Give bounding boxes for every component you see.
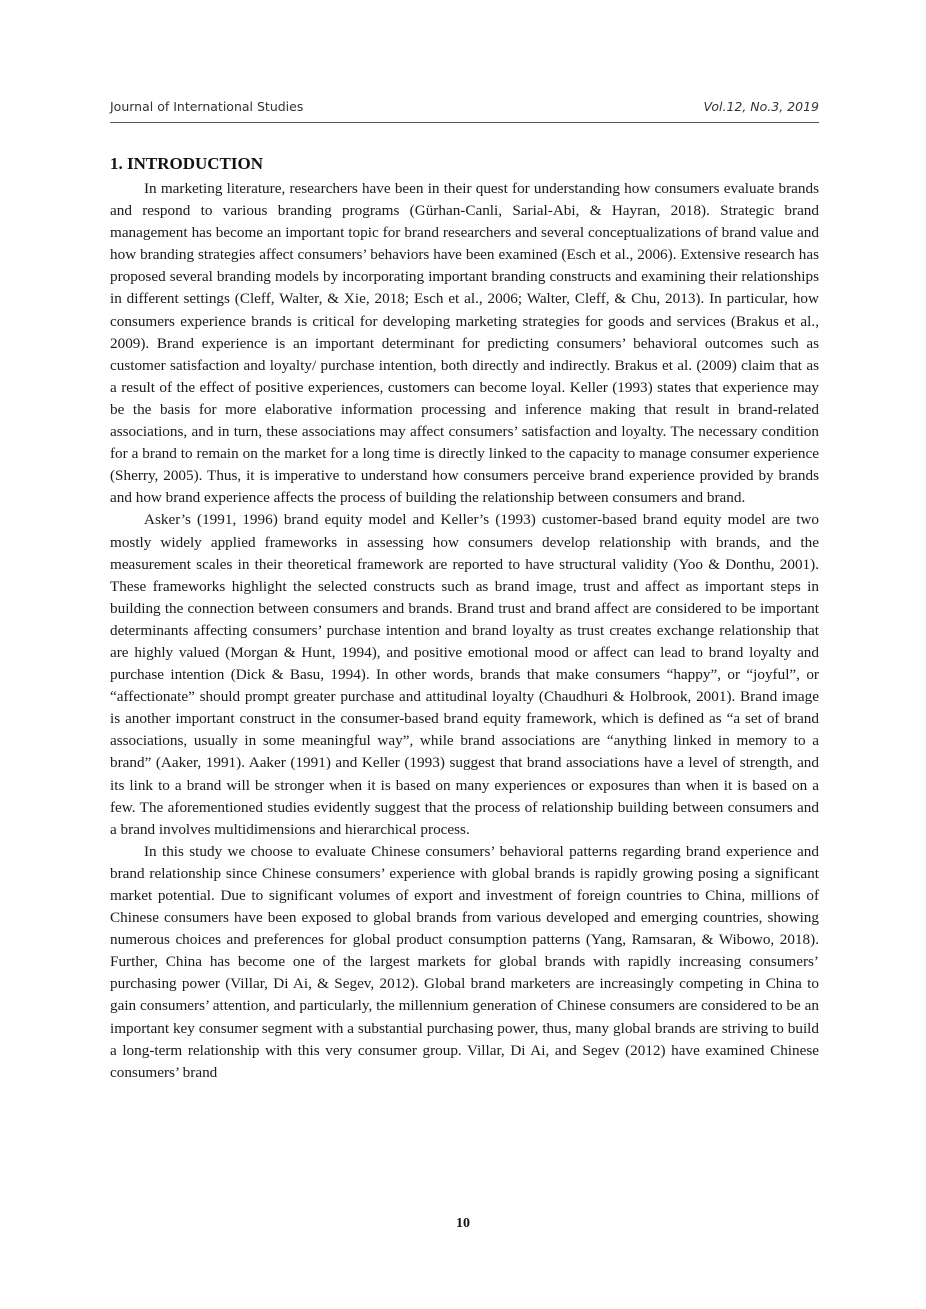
article-body bbox=[110, 152, 819, 1084]
paragraph-2: Asker’s (1991, 1996) brand equity model and Keller’s (1993) customer-based brand equity model are two mostly widely applied frameworks in assessing how consumers develop relationship with brands, and the measurement scales in their theoretical framework are reported to have structural validity (Yoo & Donthu, 2001). These frameworks highlight the selected constructs such as brand image, trust and affect as important steps in building the connection between consumers and brands. Brand trust and brand affect are considered to be important determinants affecting consumers’ purchase intention and brand loyalty as trust creates exchange relationship that are highly valued (Morgan & Hunt, 1994), and positive emotional mood or affect can lead to brand loyalty and purchase intention (Dick & Basu, 1994). In other words, brands that make consumers “happy”, or “joyful”, or “affectionate” should prompt greater purchase and attitudinal loyalty (Chaudhuri & Holbrook, 2001). Brand image is another important construct in the consumer-based brand equity framework, which is defined as “a set of brand associations, usually in some meaningful way”, while brand associations are “anything linked in memory to a brand” (Aaker, 1991). Aaker (1991) and Keller (1993) suggest that brand associations have a level of strength, and its link to a brand will be stronger when it is based on many experiences or exposures than when it is based on a few. The aforementioned studies evidently suggest that the process of relationship building between consumers and a brand involves multidimensions and hierarchical process. bbox=[110, 511, 819, 838]
page-number: 10 bbox=[456, 1216, 470, 1231]
running-header bbox=[110, 96, 819, 123]
journal-title: Journal of International Studies bbox=[110, 99, 304, 114]
volume-info: Vol.12, No.3, 2019 bbox=[703, 99, 819, 114]
paragraph-3: In this study we choose to evaluate Chinese consumers’ behavioral patterns regarding brand experience and brand relationship since Chinese consumers’ experience with global brands is rapidly growing posing a significant market potential. Due to significant volumes of export and investment of foreign countries to China, millions of Chinese consumers have been exposed to global brands from various developed and emerging countries, showing numerous choices and preferences for global product consumption patterns (Yang, Ramsaran, & Wibowo, 2018). Further, China has become one of the largest markets for global brands with rapidly increasing consumers’ purchasing power (Villar, Di Ai, & Segev, 2012). Global brand marketers are increasingly competing in China to gain consumers’ attention, and particularly, the millennium generation of Chinese consumers are considered to be an important key consumer segment with a substantial purchasing power, thus, many global brands are striving to build a long-term relationship with this very consumer group. Villar, Di Ai, and Segev (2012) have examined Chinese consumers’ brand bbox=[110, 842, 819, 1081]
paragraph-1: In marketing literature, researchers have been in their quest for understanding how consumers evaluate brands and respond to various branding programs (Gürhan-Canli, Sarial-Abi, & Hayran, 2018). Strategic brand management has become an important topic for brand researchers and several conceptualizations of brand value and how branding strategies affect consumers’ behaviors have been examined (Esch et al., 2006). Extensive research has proposed several branding models by incorporating important branding constructs and examining their relationships in different settings (Cleff, Walter, & Xie, 2018; Esch et al., 2006; Walter, Cleff, & Chu, 2013). In particular, how consumers experience brands is critical for developing marketing strategies for goods and services (Brakus et al., 2009). Brand experience is an important determinant for predicting consumers’ behavioral outcomes such as customer satisfaction and loyalty/ purchase intention, both directly and indirectly. Brakus et al. (2009) claim that as a result of the effect of positive experiences, customers can become loyal. Keller (1993) states that experience may be the basis for more elaborative information processing and inference making that result in brand-related associations, and in turn, these associations may affect consumers’ satisfaction and loyalty. The necessary condition for a brand to remain on the market for a long time is directly linked to the capacity to manage consumer experience (Sherry, 2005). Thus, it is imperative to understand how consumers perceive brand experience provided by brands and how brand experience affects the process of building the relationship between consumers and brand. bbox=[110, 180, 819, 507]
section-heading: 1. INTRODUCTION bbox=[110, 154, 264, 173]
